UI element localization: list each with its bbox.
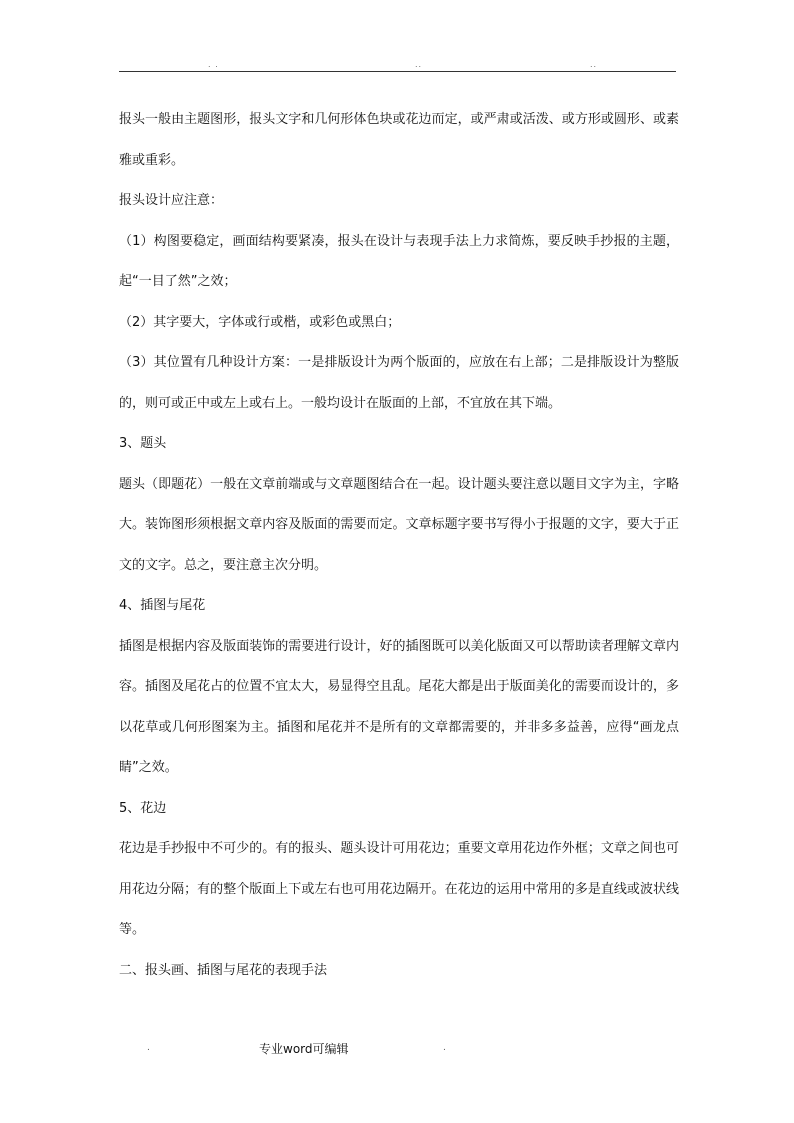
section-heading-border: 5、花边 <box>119 800 167 816</box>
section-heading-title-head: 3、题头 <box>119 436 167 451</box>
paragraph-masthead-notes-heading: 报头设计应注意： <box>119 193 224 208</box>
paragraph-masthead-intro: 报头一般由主题图形，报头文字和几何形体色块或花边而定，或严肃或活泼、或方形或圆形、或素雅或重彩。 <box>119 112 679 168</box>
paragraph-illustration: 插图是根据内容及版面装饰的需要进行设计，好的插图既可以美化版面又可以帮助读者理解文章内容。插图及尾花占的位置不宜太大，易显得空且乱。尾花大都是出于版面美化的需要而设计的，多以花草或几何形图案为主。插图和尾花并不是所有的文章都需要的，并非多多益善，应得“画龙点睛”之效。 <box>119 638 679 775</box>
header-divider <box>119 71 676 72</box>
paragraph-note-2: （2）其字要大，字体或行或楷，或彩色或黑白； <box>119 314 401 330</box>
section-heading-illustration: 4、插图与尾花 <box>119 598 206 613</box>
header-dots-right: .. <box>590 60 598 69</box>
footer-text: 专业word可编辑 <box>259 1042 349 1056</box>
header-dots-center: .. <box>415 60 423 69</box>
section-heading-techniques: 二、报头画、插图与尾花的表现手法 <box>119 962 328 978</box>
footer-dot-right: . <box>443 1043 446 1053</box>
document-body <box>119 100 679 991</box>
footer-dot-left: . <box>147 1043 150 1053</box>
paragraph-border: 花边是手抄报中不可少的。有的报头、题头设计可用花边；重要文章用花边作外框；文章之间也可用花边分隔；有的整个版面上下或左右也可用花边隔开。在花边的运用中常用的多是直线或波状线等。 <box>119 841 679 937</box>
header-dots-left: . . <box>208 60 219 69</box>
paragraph-title-head: 题头（即题花）一般在文章前端或与文章题图结合在一起。设计题头要注意以题目文字为主，字略大。装饰图形须根据文章内容及版面的需要而定。文章标题字要书写得小于报题的文字，要大于正文的文字。总之，要注意主次分明。 <box>119 476 679 573</box>
paragraph-note-1: （1）构图要稳定，画面结构要紧凑，报头在设计与表现手法上力求简炼，要反映手抄报的主题，起“一目了然”之效； <box>119 233 679 289</box>
paragraph-note-3: （3）其位置有几种设计方案：一是排版设计为两个版面的，应放在右上部；二是排版设计为整版的，则可或正中或左上或右上。一般均设计在版面的上部，不宜放在其下端。 <box>119 355 679 411</box>
